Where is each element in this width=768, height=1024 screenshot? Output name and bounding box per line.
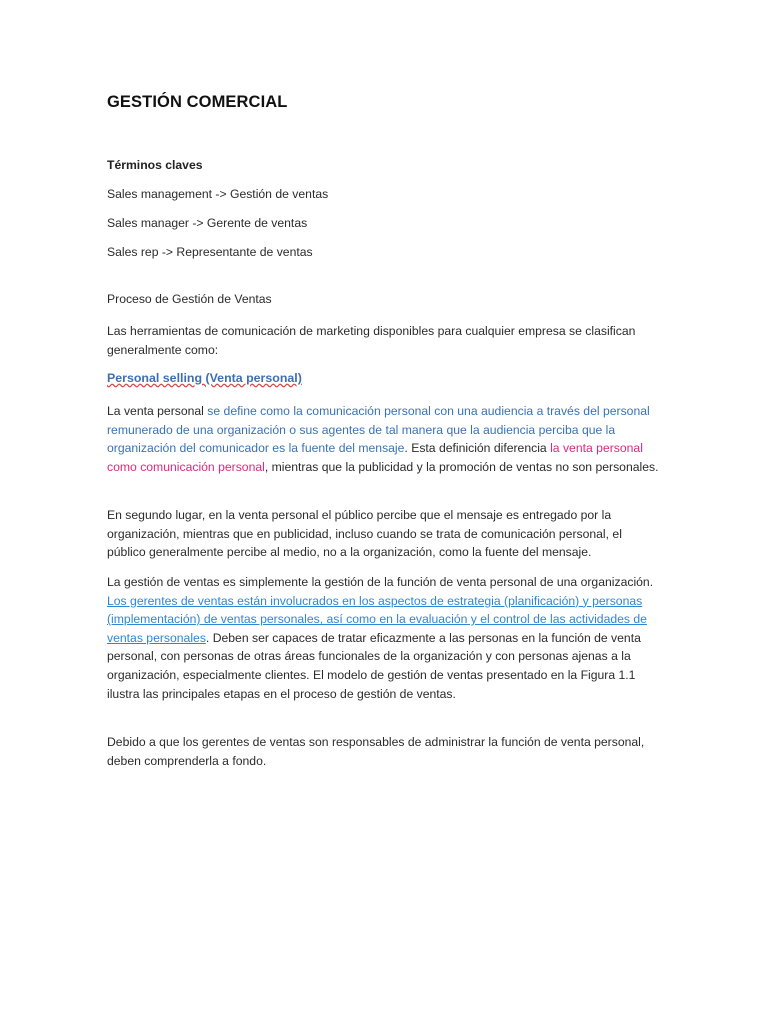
second-paragraph: En segundo lugar, en la venta personal el público percibe que el mensaje es entregado por la organización, mientras que en publicidad, incluso cuando se trata de comunicación personal, el público generalmente percibe al medio, no a la organización, como la fuente del mensaje.	[107, 508, 622, 560]
definition-term: La venta personal	[107, 404, 204, 418]
third-paragraph-end: . Deben ser capaces de tratar eficazmente a las personas en la función de venta personal, con personas de otras áreas funcionales de la organización y con personas ajenas a la organización, especialmente clientes. El modelo de gestión de ventas presentado en la Figura 1.1 ilustra las principales etapas en el proceso de gestión de ventas.	[107, 630, 641, 701]
term-item: Sales manager -> Gerente de ventas	[107, 216, 308, 230]
personal-selling-heading: Personal selling (Venta personal)	[107, 371, 302, 385]
third-paragraph-start: La gestión de ventas es simplemente la gestión de la función de venta personal de una organización.	[107, 575, 654, 589]
term-item: Sales rep -> Representante de ventas	[107, 245, 313, 259]
term-item: Sales management -> Gestión de ventas	[107, 187, 329, 201]
definition-paragraph	[107, 402, 663, 476]
definition-text: . Esta definición diferencia	[404, 441, 551, 456]
sales-managers-link[interactable]: Los gerentes de ventas están involucrados en los aspectos de estrategia (planificación) y personas (implementación) de ventas personales, así como en la evaluación y el control de las actividades de ventas personales	[107, 593, 647, 645]
document-title: GESTIÓN COMERCIAL	[107, 93, 288, 111]
fourth-paragraph: Debido a que los gerentes de ventas son responsables de administrar la función de venta personal, deben comprenderla a fondo.	[107, 735, 645, 768]
definition-highlight: se define como la comunicación personal con una audiencia a través del personal remunerado de una organización o sus agentes de tal manera que la audiencia perciba que la organización del comunicador es la fuente del mensaje	[107, 404, 650, 456]
terms-heading: Términos claves	[107, 158, 203, 172]
definition-text-end: , mientras que la publicidad y la promoción de ventas no son personales.	[264, 459, 659, 474]
intro-paragraph: Las herramientas de comunicación de marketing disponibles para cualquier empresa se clasifican generalmente como:	[107, 324, 636, 357]
process-heading: Proceso de Gestión de Ventas	[107, 292, 272, 306]
third-paragraph	[107, 573, 663, 703]
definition-emphasis: la venta personal como comunicación personal	[107, 441, 643, 474]
